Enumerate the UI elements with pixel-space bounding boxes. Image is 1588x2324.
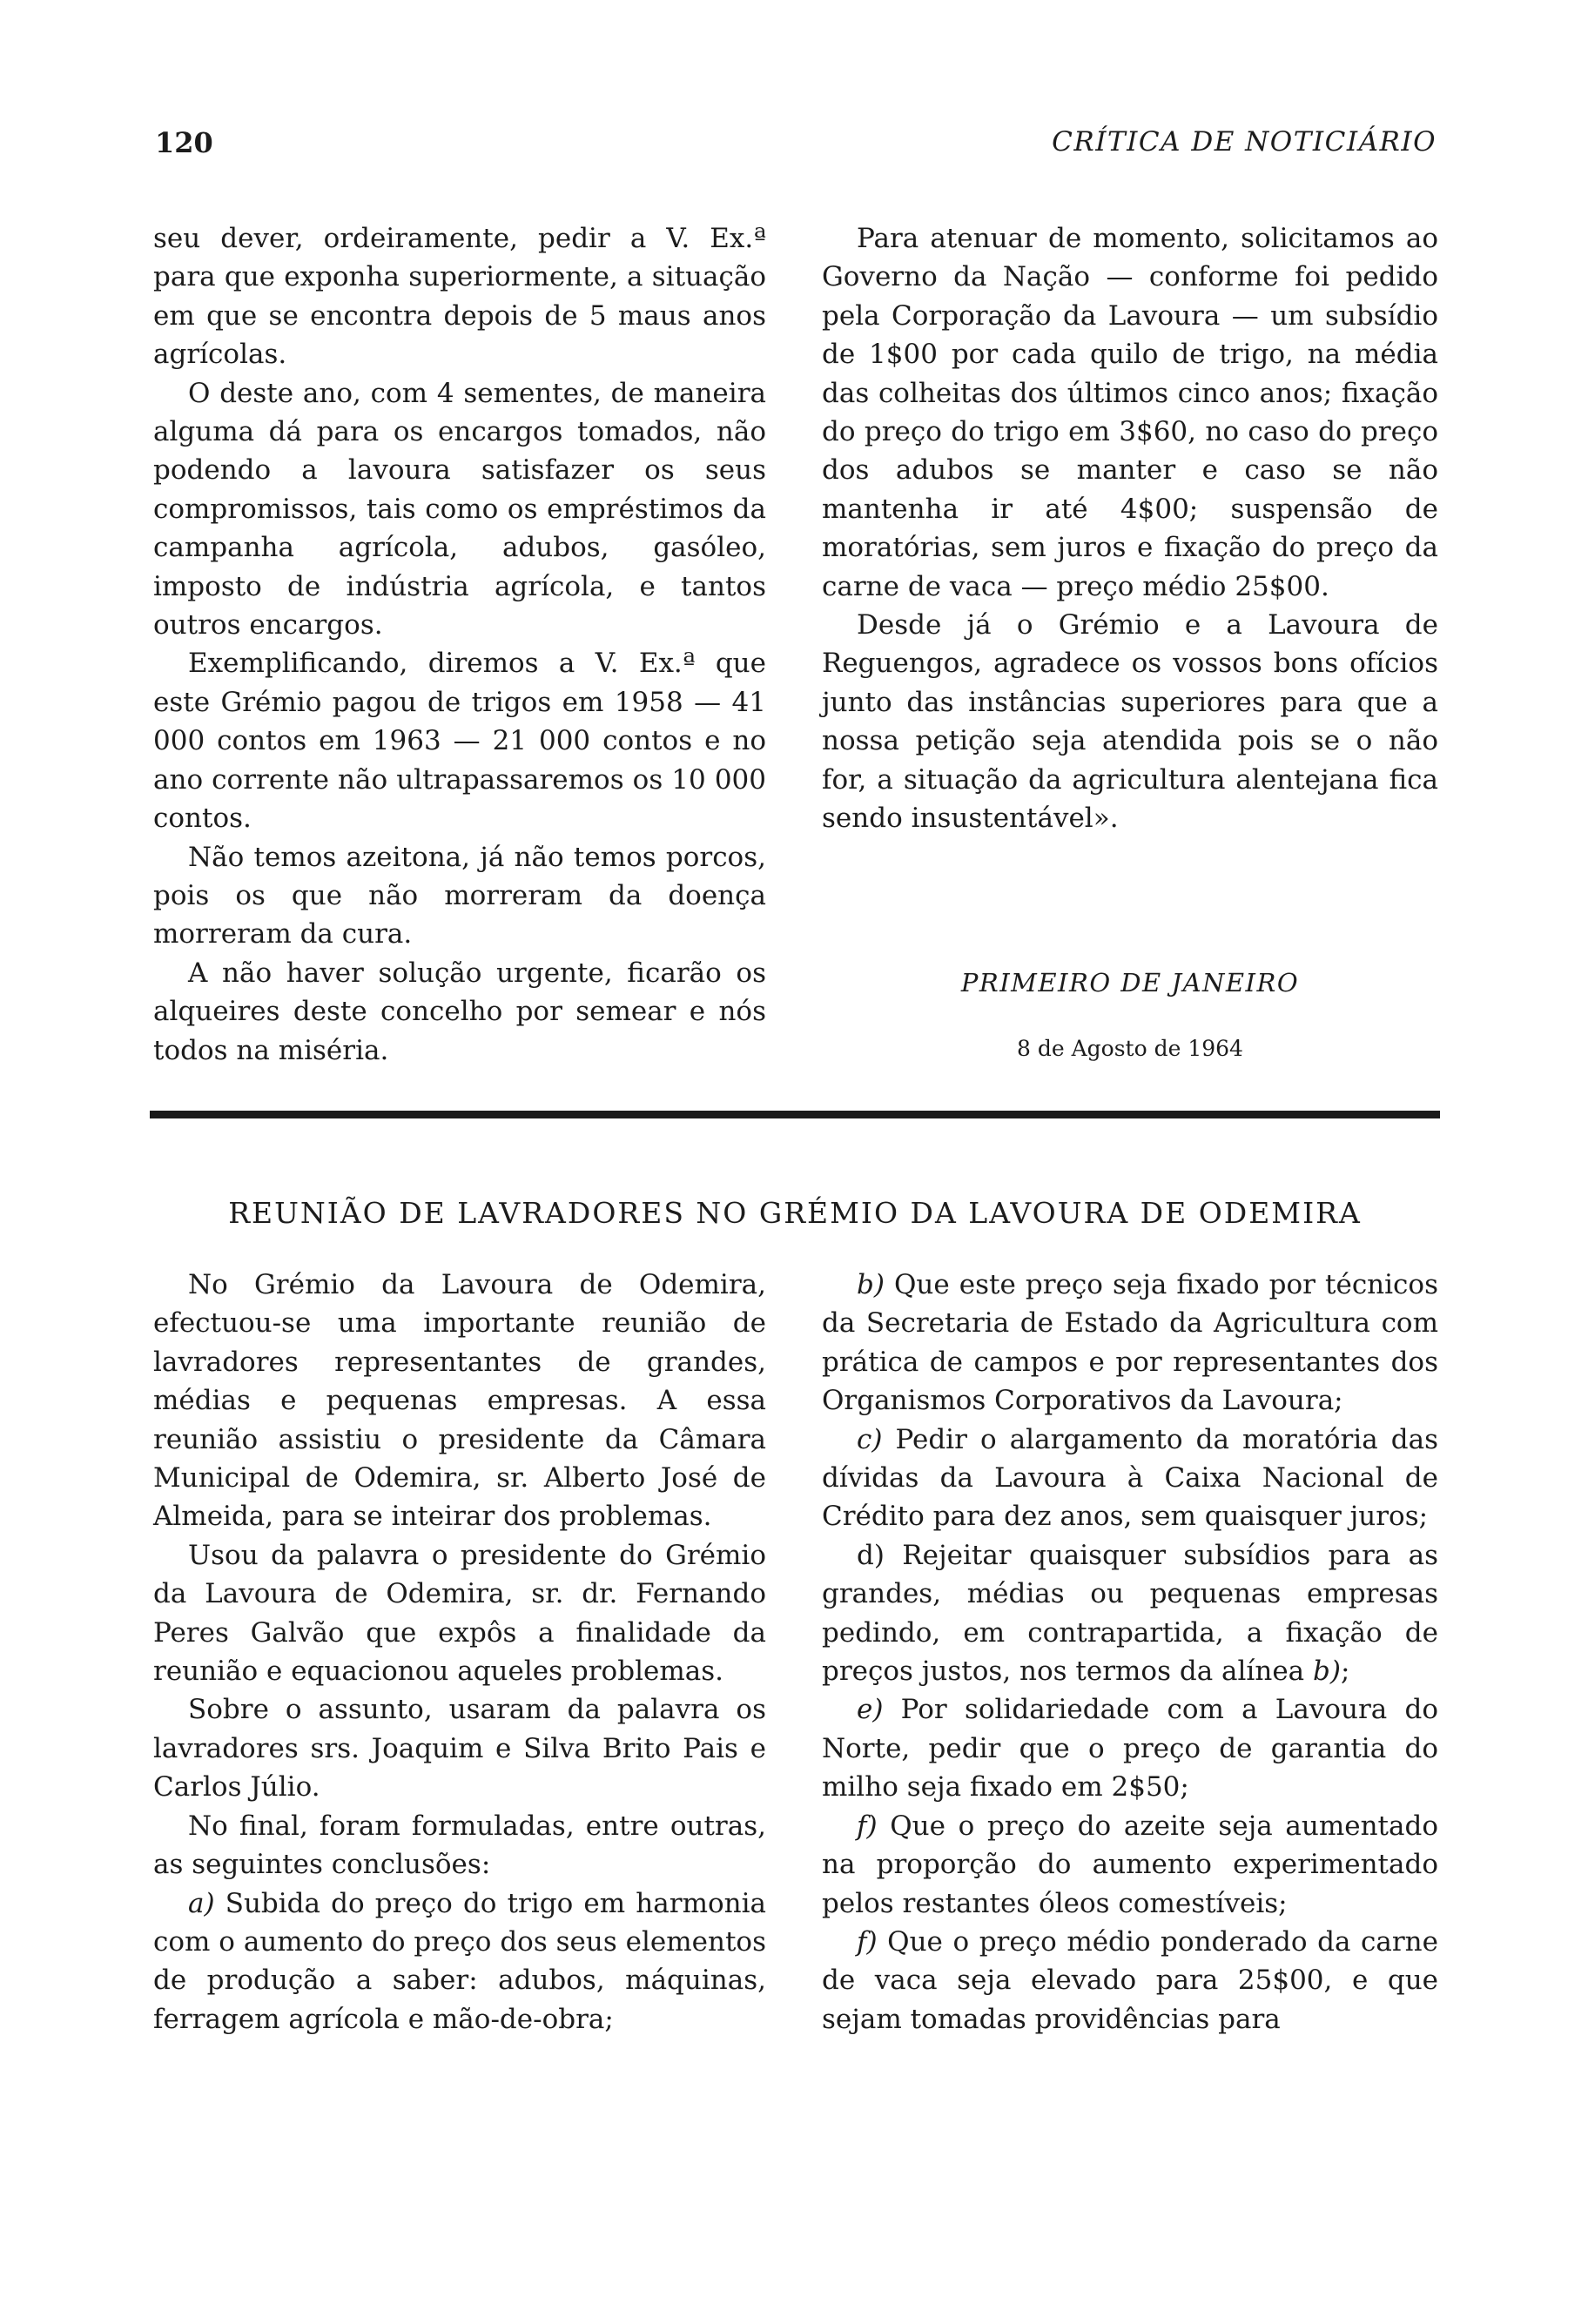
paragraph: Sobre o assunto, usaram da palavra os lavradores srs. Joaquim e Silva Brito Pais e Carlos Júlio. (153, 1694, 766, 1803)
paragraph: O deste ano, com 4 sementes, de maneira alguma dá para os encargos tomados, não podendo a lavoura satisfazer os seus compromissos, tais como os empréstimos da campanha agrícola, adubos, gasóleo, imposto de indústria agrícola, e tantos outros encargos. (153, 377, 766, 641)
item-marker: f) (857, 1810, 878, 1842)
conclusion-item-e (822, 1690, 1438, 1806)
lower-left-column (153, 1266, 766, 2039)
item-marker: f) (857, 1925, 878, 1958)
running-title: CRÍTICA DE NOTICIÁRIO (1052, 126, 1437, 158)
item-text: Que o preço médio ponderado da carne de vaca seja elevado para 25$00, e que sejam tomadas providências para (822, 1925, 1438, 2035)
item-text: Subida do preço do trigo em harmonia com o aumento do preço dos seus elementos de produção a saber: adubos, máquinas, ferragem agrícola e mão-de-obra; (153, 1887, 766, 2035)
item-text: Pedir o alargamento da moratória das dívidas da Lavoura à Caixa Nacional de Crédito para dez anos, sem quaisquer juros; (822, 1423, 1438, 1533)
conclusion-item-c (822, 1421, 1438, 1536)
item-reference: b) (1313, 1656, 1341, 1688)
upper-left-column (153, 219, 766, 1070)
page-header (155, 126, 1437, 170)
item-marker: b) (857, 1269, 885, 1300)
paragraph: Para atenuar de momento, solicitamos ao Governo da Nação — conforme foi pedido pela Corporação da Lavoura — um subsídio de 1$00 por cada quilo de trigo, na média das colheitas dos últimos cinco anos; fixação do preço do trigo em 3$60, no caso do preço dos adubos se manter e caso se não mantenha ir até 4$00; suspensão de moratórias, sem juros e fixação do preço da carne de vaca — preço médio 25$00. (822, 223, 1438, 602)
item-text: Por solidariedade com a Lavoura do Norte, pedir que o preço de garantia do milho seja fixado em 2$50; (822, 1694, 1438, 1803)
section-title: REUNIÃO DE LAVRADORES NO GRÉMIO DA LAVOURA DE ODEMIRA (228, 1196, 1362, 1230)
conclusion-item-f (822, 1807, 1438, 1923)
item-marker: e) (857, 1694, 884, 1726)
paragraph: No Grémio da Lavoura de Odemira, efectuou-se uma importante reunião de lavradores representantes de grandes, médias e pequenas empresas. A essa reunião assistiu o presidente da Câmara Municipal de Odemira, sr. Alberto José de Almeida, para se inteirar dos problemas. (153, 1269, 766, 1533)
source-date: 8 de Agosto de 1964 (1017, 1036, 1243, 1061)
section-divider (150, 1111, 1440, 1118)
paragraph: Usou da palavra o presidente do Grémio da Lavoura de Odemira, sr. dr. Fernando Peres Galvão que expôs a finalidade da reunião e equacionou aqueles problemas. (153, 1539, 766, 1688)
lower-right-column (822, 1266, 1438, 2039)
item-marker: a) (188, 1887, 215, 1919)
paragraph: No final, foram formuladas, entre outras, as seguintes conclusões: (153, 1810, 766, 1881)
page-number: 120 (155, 126, 213, 159)
item-text: Rejeitar quaisquer subsídios para as grandes, médias ou pequenas empresas pedindo, em contrapartida, a fixação de preços justos, nos termos da alínea (822, 1539, 1438, 1688)
conclusion-item-b (822, 1266, 1438, 1421)
upper-right-column (822, 219, 1438, 838)
conclusion-item-f-second (822, 1923, 1438, 2039)
paragraph: Exemplificando, diremos a V. Ex.ª que este Grémio pagou de trigos em 1958 — 41 000 contos em 1963 — 21 000 contos e no ano corrente não ultrapassaremos os 10 000 contos. (153, 648, 766, 835)
paragraph: Desde já o Grémio e a Lavoura de Reguengos, agradece os vossos bons ofícios junto das instâncias superiores para que a nossa petição seja atendida pois se o não for, a situação da agricultura alentejana fica sendo insustentável». (822, 609, 1438, 835)
conclusion-item-a (153, 1884, 766, 2039)
source-name: PRIMEIRO DE JANEIRO (960, 968, 1300, 997)
item-end: ; (1340, 1656, 1350, 1688)
paragraph: Não temos azeitona, já não temos porcos, pois os que não morreram da doença morreram da cura. (153, 841, 766, 950)
item-text: Que o preço do azeite seja aumentado na proporção do aumento experimentado pelos restantes óleos comestíveis; (822, 1810, 1438, 1919)
paragraph: A não haver solução urgente, ficarão os alqueires deste concelho por semear e nós todos na miséria. (153, 957, 766, 1066)
paragraph: seu dever, ordeiramente, pedir a V. Ex.ª para que exponha superiormente, a situação em que se encontra depois de 5 maus anos agrícolas. (153, 223, 766, 371)
conclusion-item-d (822, 1536, 1438, 1691)
item-text: Que este preço seja fixado por técnicos da Secretaria de Estado da Agricultura com prática de campos e por representantes dos Organismos Corporativos da Lavoura; (822, 1269, 1438, 1417)
item-marker: d) (857, 1539, 885, 1571)
item-marker: c) (857, 1423, 883, 1455)
